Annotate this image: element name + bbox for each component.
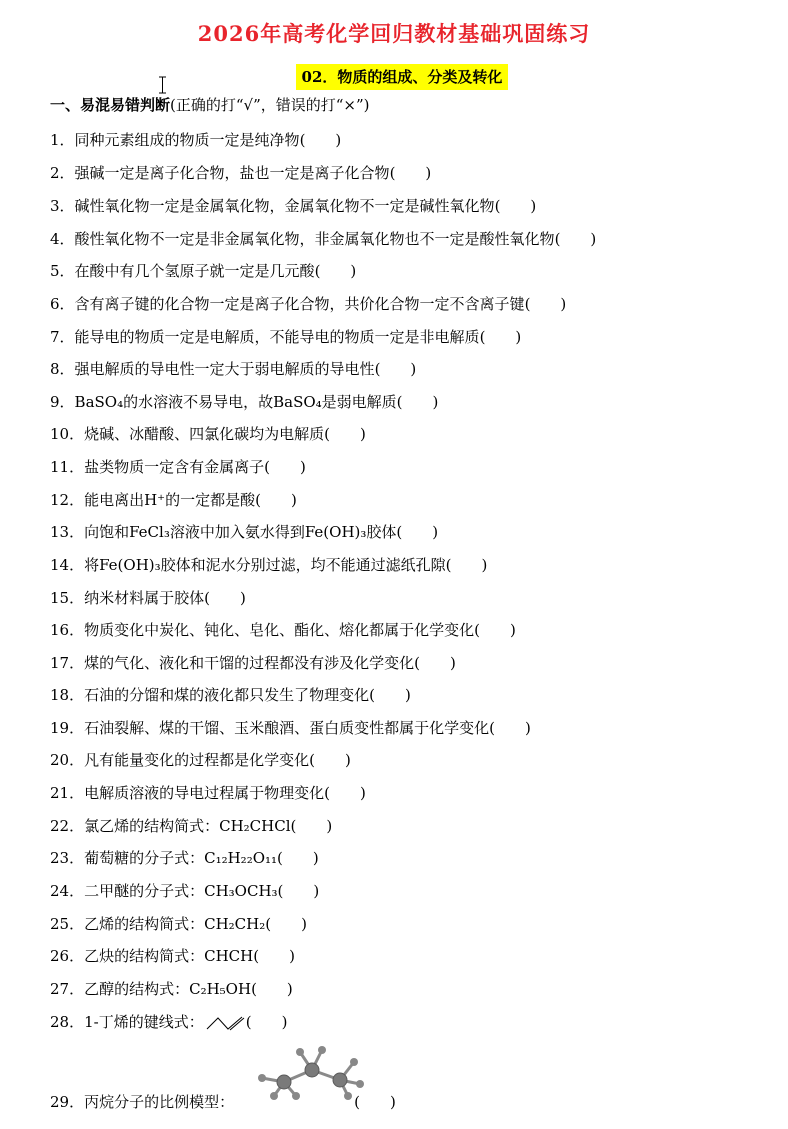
question-text: 物质变化中炭化、钝化、皂化、酯化、熔化都属于化学变化 <box>84 621 475 639</box>
question-number: 10． <box>50 425 85 443</box>
question-item <box>50 782 366 804</box>
question-item <box>50 293 566 315</box>
answer-blank[interactable]: ( ) <box>524 295 567 313</box>
question-text: 能导电的物质一定是电解质，不能导电的物质一定是非电解质 <box>74 328 480 346</box>
question-item <box>50 554 487 576</box>
question-text: 二甲醚的分子式：CH₃OCH₃ <box>84 882 278 900</box>
answer-blank[interactable]: ( ) <box>255 491 297 509</box>
answer-blank[interactable]: ( ) <box>264 458 306 476</box>
question-text: BaSO₄的水溶液不易导电，故BaSO₄是弱电解质 <box>74 393 397 411</box>
question-item <box>50 749 351 771</box>
question-text: 乙醇的结构式：C₂H₅OH <box>84 980 252 998</box>
question-item <box>50 684 411 706</box>
answer-blank[interactable]: ( ) <box>324 425 366 443</box>
answer-blank[interactable]: ( ) <box>324 784 366 802</box>
answer-blank[interactable]: ( ) <box>290 817 333 835</box>
document-title: 2026年高考化学回归教材基础巩固练习 <box>197 21 591 46</box>
question-item <box>50 847 319 869</box>
question-text: 石油裂解、煤的干馏、玉米酿酒、蛋白质变性都属于化学变化 <box>84 719 490 737</box>
question-item <box>50 945 295 967</box>
answer-blank[interactable]: ( ) <box>265 915 307 933</box>
question-item <box>50 456 306 478</box>
question-number: 18． <box>50 686 85 704</box>
question-number: 7． <box>50 328 75 346</box>
question-text: 丙烷分子的比例模型： <box>84 1093 235 1111</box>
answer-blank[interactable]: ( ) <box>479 328 522 346</box>
answer-blank[interactable]: ( ) <box>445 556 488 574</box>
question-text: 强碱一定是离子化合物，盐也一定是离子化合物 <box>74 164 390 182</box>
question-number: 23． <box>50 849 85 867</box>
question-number: 21． <box>50 784 85 802</box>
question-number: 27． <box>50 980 85 998</box>
answer-blank[interactable]: ( ) <box>414 654 456 672</box>
1-butene-skeletal-formula-icon <box>206 1015 246 1031</box>
question-item <box>50 391 438 413</box>
question-text: 能电离出H⁺的一定都是酸 <box>84 491 256 509</box>
question-number: 3． <box>50 197 75 215</box>
question-text: 煤的气化、液化和干馏的过程都没有涉及化学变化 <box>84 654 415 672</box>
answer-blank[interactable]: ( ) <box>396 523 439 541</box>
answer-blank[interactable]: ( ) <box>245 1013 288 1031</box>
question-number: 29． <box>50 1093 85 1111</box>
question-text: 1-丁烯的键线式： <box>84 1013 204 1031</box>
answer-blank[interactable]: ( ) <box>474 621 516 639</box>
question-item <box>50 978 293 1000</box>
answer-blank[interactable]: ( ) <box>277 849 319 867</box>
question-text: 石油的分馏和煤的液化都只发生了物理变化 <box>84 686 370 704</box>
answer-blank[interactable]: ( ) <box>489 719 531 737</box>
answer-blank[interactable]: ( ) <box>369 686 411 704</box>
question-text: 碱性氧化物一定是金属氧化物，金属氧化物不一定是碱性氧化物 <box>74 197 495 215</box>
question-item <box>50 358 416 380</box>
section-heading <box>50 94 370 115</box>
question-number: 1． <box>50 131 75 149</box>
question-text: 将Fe(OH)₃胶体和泥水分别过滤，均不能通过滤纸孔隙 <box>84 556 446 574</box>
question-item <box>50 880 319 902</box>
question-item <box>50 129 341 151</box>
question-item <box>50 228 596 250</box>
question-item <box>50 1011 287 1033</box>
question-text: 含有离子键的化合物一定是离子化合物，共价化合物一定不含离子键 <box>74 295 525 313</box>
question-number: 13． <box>50 523 85 541</box>
question-text: 氯乙烯的结构简式：CH₂CHCl <box>84 817 291 835</box>
question-number: 6． <box>50 295 75 313</box>
question-number: 4． <box>50 230 75 248</box>
question-number: 5． <box>50 262 75 280</box>
question-text: 强电解质的导电性一定大于弱电解质的导电性 <box>74 360 375 378</box>
answer-blank[interactable]: ( ) <box>354 1093 396 1111</box>
question-text: 酸性氧化物不一定是非金属氧化物，非金属氧化物也不一定是酸性氧化物 <box>74 230 555 248</box>
question-number: 24． <box>50 882 85 900</box>
question-text: 凡有能量变化的过程都是化学变化 <box>84 751 310 769</box>
question-item <box>50 717 531 739</box>
question-number: 15． <box>50 589 85 607</box>
section-instruction: (正确的打“√”，错误的打“×”) <box>170 96 370 114</box>
question-item <box>50 195 536 217</box>
answer-blank[interactable]: ( ) <box>251 980 293 998</box>
question-number: 2． <box>50 164 75 182</box>
question-number: 17． <box>50 654 85 672</box>
question-number: 19． <box>50 719 85 737</box>
question-number: 16． <box>50 621 85 639</box>
question-text: 乙烯的结构简式：CH₂CH₂ <box>84 915 266 933</box>
question-number: 22． <box>50 817 85 835</box>
answer-blank[interactable]: ( ) <box>314 262 357 280</box>
question-number: 26． <box>50 947 85 965</box>
question-text: 乙炔的结构简式：CHCH <box>84 947 254 965</box>
answer-blank[interactable]: ( ) <box>396 393 439 411</box>
answer-blank[interactable]: ( ) <box>299 131 342 149</box>
question-item <box>50 521 438 543</box>
question-text: 纳米材料属于胶体 <box>84 589 205 607</box>
question-item <box>50 652 456 674</box>
question-number: 12． <box>50 491 85 509</box>
question-text: 同种元素组成的物质一定是纯净物 <box>74 131 300 149</box>
question-number: 9． <box>50 393 75 411</box>
text-cursor-icon <box>158 76 167 94</box>
question-number: 20． <box>50 751 85 769</box>
answer-blank[interactable]: ( ) <box>309 751 351 769</box>
question-text: 盐类物质一定含有金属离子 <box>84 458 265 476</box>
question-number: 25． <box>50 915 85 933</box>
answer-blank[interactable]: ( ) <box>389 164 432 182</box>
answer-blank[interactable]: ( ) <box>204 589 246 607</box>
question-text: 电解质溶液的导电过程属于物理变化 <box>84 784 325 802</box>
question-item <box>50 260 356 282</box>
question-number: 28． <box>50 1013 85 1031</box>
answer-blank[interactable]: ( ) <box>494 197 537 215</box>
question-number: 11． <box>50 458 85 476</box>
answer-blank[interactable]: ( ) <box>554 230 597 248</box>
question-item <box>50 815 332 837</box>
question-number: 8． <box>50 360 75 378</box>
answer-blank[interactable]: ( ) <box>253 947 295 965</box>
answer-blank[interactable]: ( ) <box>374 360 417 378</box>
question-item <box>50 162 431 184</box>
question-item <box>50 587 246 609</box>
question-item <box>50 619 516 641</box>
question-item <box>50 326 521 348</box>
question-item <box>50 489 297 511</box>
document-subtitle: 02．物质的组成、分类及转化 <box>296 64 509 90</box>
question-item <box>50 423 366 445</box>
section-title: 一、易混易错判断 <box>50 96 171 114</box>
propane-ball-and-stick-model-icon <box>248 1046 378 1104</box>
question-text: 葡萄糖的分子式：C₁₂H₂₂O₁₁ <box>84 849 278 867</box>
question-item <box>50 913 307 935</box>
question-text: 在酸中有几个氢原子就一定是几元酸 <box>74 262 315 280</box>
question-text: 向饱和FeCl₃溶液中加入氨水得到Fe(OH)₃胶体 <box>84 523 397 541</box>
question-text: 烧碱、冰醋酸、四氯化碳均为电解质 <box>84 425 325 443</box>
answer-blank[interactable]: ( ) <box>277 882 320 900</box>
question-number: 14． <box>50 556 85 574</box>
